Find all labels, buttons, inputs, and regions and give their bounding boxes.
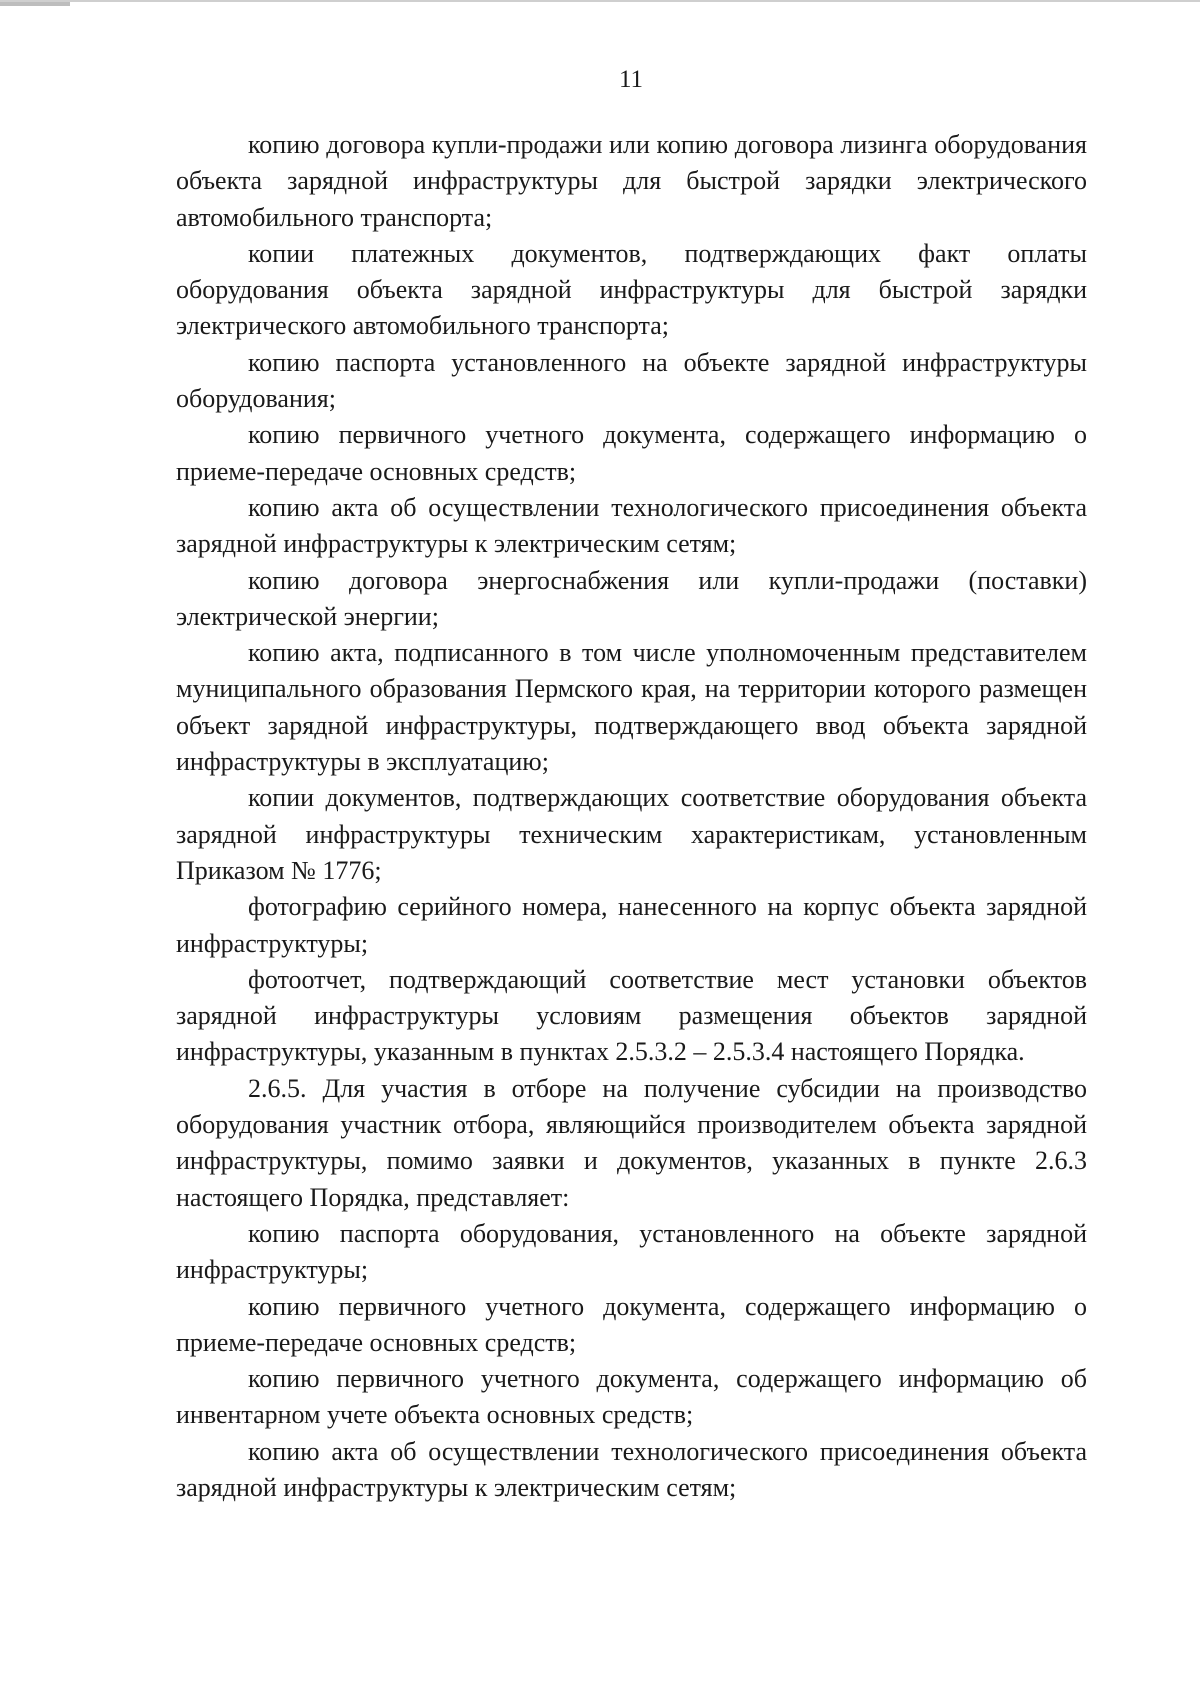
paragraph-section-2-6-5: 2.6.5. Для участия в отборе на получение субсидии на производство оборудования участник отбора, являющийся производителем объекта зарядной инфраструктуры, помимо заявки и документов, указанных в пункте 2.6.3 настоящего Порядка, представляет:	[176, 1073, 1087, 1212]
paragraph-contract-copy: копию договора купли-продажи или копию договора лизинга оборудования объекта зарядной инфраструктуры для быстрой зарядки электрического автомобильного транспорта;	[176, 130, 1087, 232]
paragraph-compliance-docs: копии документов, подтверждающих соответствие оборудования объекта зарядной инфраструктуры техническим характеристикам, установленным Приказом № 1776;	[176, 783, 1087, 885]
document-body	[176, 127, 1087, 1506]
paragraph-manufacturer-grid-act: копию акта об осуществлении технологического присоединения объекта зарядной инфраструктуры к электрическим сетям;	[176, 1436, 1087, 1502]
paragraph-photo-report: фотоотчет, подтверждающий соответствие мест установки объектов зарядной инфраструктуры условиям размещения объектов зарядной инфраструктуры, указанным в пунктах 2.5.3.2 – 2.5.3.4 настоящего Порядка.	[176, 964, 1087, 1067]
paragraph-manufacturer-transfer: копию первичного учетного документа, содержащего информацию о приеме-передаче основных средств;	[176, 1291, 1087, 1357]
paragraph-grid-connection-act: копию акта об осуществлении технологического присоединения объекта зарядной инфраструктуры к электрическим сетям;	[176, 492, 1087, 559]
page-number: 11	[618, 66, 644, 93]
paragraph-primary-doc-transfer: копию первичного учетного документа, содержащего информацию о приеме-передаче основных средств;	[176, 420, 1087, 486]
paragraph-manufacturer-passport: копию паспорта оборудования, установленного на объекте зарядной инфраструктуры;	[176, 1218, 1087, 1285]
paragraph-equipment-passport: копию паспорта установленного на объекте зарядной инфраструктуры оборудования;	[176, 347, 1087, 414]
scan-edge-mark	[0, 2, 70, 6]
paragraph-energy-contract: копию договора энергоснабжения или купли-продажи (поставки) электрической энергии;	[176, 565, 1087, 631]
paragraph-commissioning-act: копию акта, подписанного в том числе уполномоченным представителем муниципального образования Пермского края, на территории которого размещен объект зарядной инфраструктуры, подтверждающего ввод объекта зарядной инфраструктуры в эксплуатацию;	[176, 638, 1087, 777]
paragraph-inventory-record: копию первичного учетного документа, содержащего информацию об инвентарном учете объекта основных средств;	[176, 1364, 1087, 1430]
paragraph-payment-docs: копии платежных документов, подтверждающих факт оплаты оборудования объекта зарядной инфраструктуры для быстрой зарядки электрического автомобильного транспорта;	[176, 238, 1087, 341]
paragraph-serial-photo: фотографию серийного номера, нанесенного на корпус объекта зарядной инфраструктуры;	[176, 892, 1087, 958]
